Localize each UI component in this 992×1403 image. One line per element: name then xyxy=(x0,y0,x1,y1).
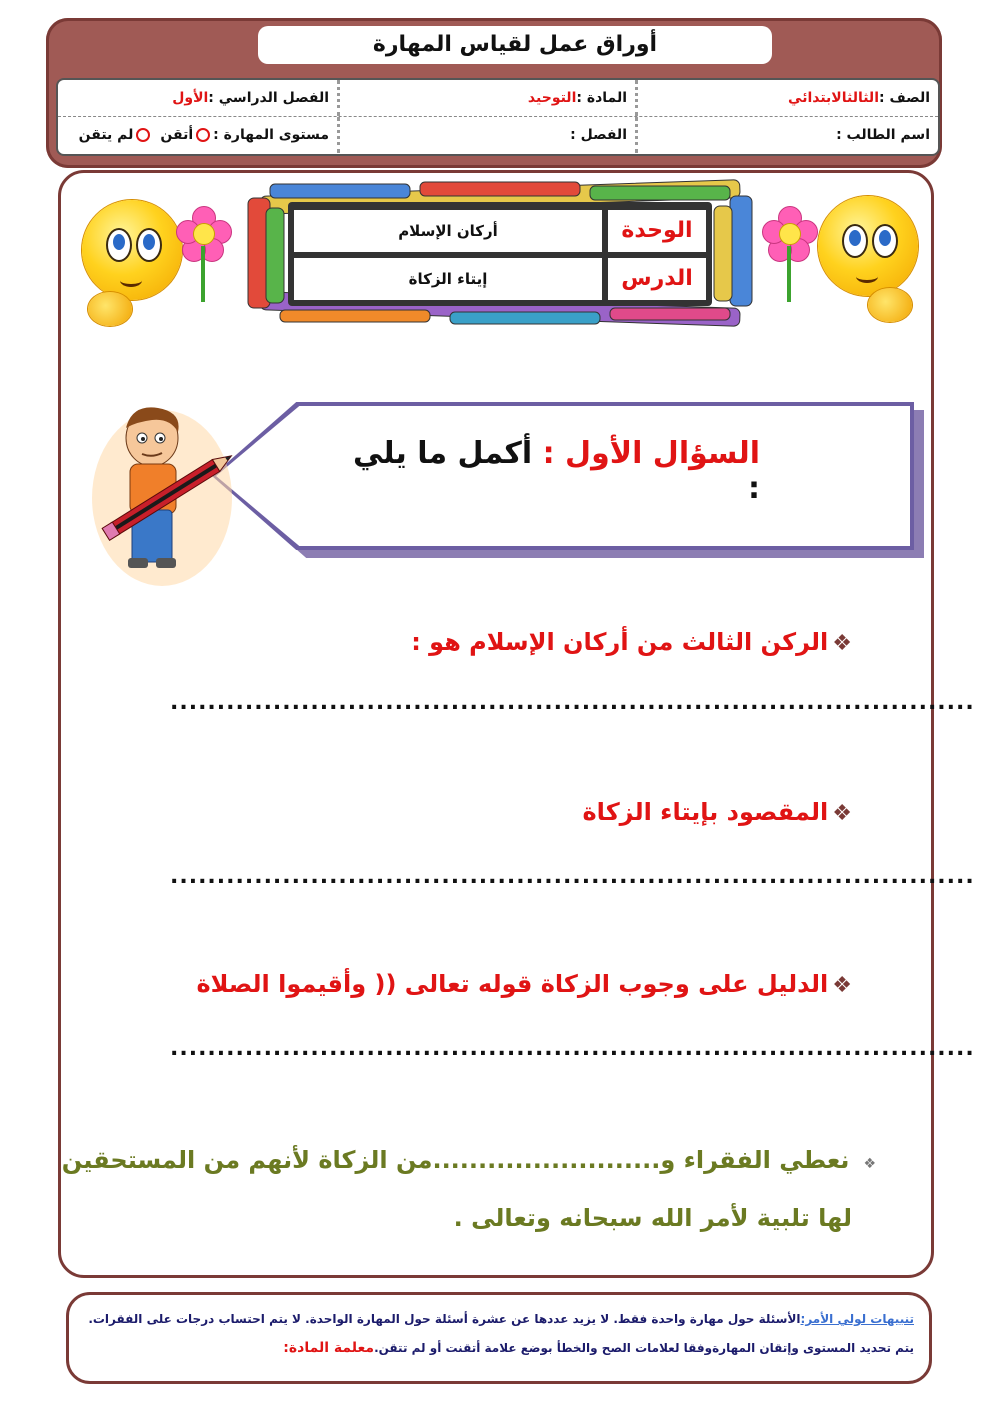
class-label: الفصل : xyxy=(570,127,627,143)
unit-lesson-box xyxy=(288,202,712,306)
mouth-icon xyxy=(120,274,142,287)
footer-notes-line-2 xyxy=(283,1340,914,1356)
eye-icon xyxy=(106,228,132,262)
eye-icon xyxy=(842,224,868,258)
main-frame xyxy=(58,170,975,1278)
parent-notes-label: تنبيهات لولي الأمر: xyxy=(800,1312,914,1326)
unit-value: أركان الإسلام xyxy=(294,210,602,252)
hand-icon xyxy=(88,292,132,326)
not-mastered-label: لم يتقن xyxy=(78,127,134,143)
skill-level-label: مستوى المهارة : xyxy=(213,127,329,143)
term-value: الأول xyxy=(172,90,209,106)
statement-line-2: لها تلبية لأمر الله سبحانه وتعالى . xyxy=(453,1204,852,1232)
boy-with-pencil-illustration xyxy=(92,398,252,588)
term-label: الفصل الدراسي : xyxy=(208,90,329,106)
lesson-label: الدرس xyxy=(608,258,706,300)
smiley-emoji-right xyxy=(818,196,928,326)
grade-value: الثالثالابتدائي xyxy=(788,90,879,106)
mastered-radio[interactable] xyxy=(196,128,210,142)
footer-notes-line-1 xyxy=(88,1312,914,1326)
info-row-1 xyxy=(58,80,938,117)
question-number: السؤال الأول : xyxy=(542,436,760,471)
answer-line-3[interactable]: ...................................................................................... xyxy=(170,1036,975,1061)
diamond-bullet-icon: ❖ xyxy=(832,631,852,656)
student-info-table xyxy=(56,78,940,156)
mouth-icon xyxy=(856,270,878,283)
question-item-1-text: الركن الثالث من أركان الإسلام هو : xyxy=(411,628,829,656)
mastered-label: أتقن xyxy=(160,127,194,143)
question-item-2-text: المقصود بإيتاء الزكاة xyxy=(582,798,829,826)
footer-line-2-text: يتم تحديد المستوى وإتقان المهارةوفقا لعلامات الصح والخطأ بوضع علامة أتقنت أو لم تتقن. xyxy=(374,1341,914,1355)
grade-label: الصف : xyxy=(879,90,930,106)
page-title: أوراق عمل لقياس المهارة xyxy=(258,26,772,64)
lesson-value: إيتاء الزكاة xyxy=(294,258,602,300)
student-name-cell[interactable] xyxy=(638,117,938,153)
answer-line-1[interactable]: ...................................................................................... xyxy=(170,690,975,715)
question-item-3 xyxy=(197,970,853,998)
not-mastered-radio[interactable] xyxy=(136,128,150,142)
footer-notes-box xyxy=(66,1292,932,1384)
small-diamond-bullet-icon: ❖ xyxy=(863,1156,876,1172)
skill-level-cell xyxy=(58,117,340,153)
unit-label: الوحدة xyxy=(608,210,706,252)
flower-left-icon xyxy=(176,206,232,306)
question-instruction: أكمل ما يلي : xyxy=(352,436,760,506)
teacher-label: معلمة المادة: xyxy=(283,1340,375,1356)
statement-line-1-text[interactable]: نعطي الفقراء و.........................من الزكاة لأنهم من المستحقين xyxy=(61,1146,850,1174)
class-cell[interactable] xyxy=(340,117,638,153)
subject-label: المادة : xyxy=(576,90,627,106)
info-row-2 xyxy=(58,117,938,153)
eye-icon xyxy=(136,228,162,262)
parent-notes-text: الأسئلة حول مهارة واحدة فقط. لا يزيد عددها عن عشرة أسئلة حول المهارة الواحدة. لا يتم احتساب درجات على الفقرات. xyxy=(88,1312,801,1326)
lesson-row xyxy=(294,258,706,300)
eye-icon xyxy=(872,224,898,258)
subject-value: التوحيد xyxy=(527,90,577,106)
flower-right-icon xyxy=(762,206,818,306)
question-item-2 xyxy=(583,798,852,826)
student-name-label: اسم الطالب : xyxy=(836,127,930,143)
question-item-3-text: الدليل على وجوب الزكاة قوله تعالى (( وأقيموا الصلاة xyxy=(196,970,829,998)
term-cell xyxy=(58,80,340,116)
answer-line-2[interactable]: ...................................................................................... xyxy=(170,864,975,889)
question-title xyxy=(340,436,760,506)
grade-cell xyxy=(638,80,938,116)
diamond-bullet-icon: ❖ xyxy=(832,973,852,998)
unit-row xyxy=(294,210,706,252)
statement-line-1 xyxy=(62,1146,876,1174)
diamond-bullet-icon: ❖ xyxy=(832,801,852,826)
subject-cell xyxy=(340,80,638,116)
hand-icon xyxy=(868,288,912,322)
question-item-1 xyxy=(411,628,852,656)
